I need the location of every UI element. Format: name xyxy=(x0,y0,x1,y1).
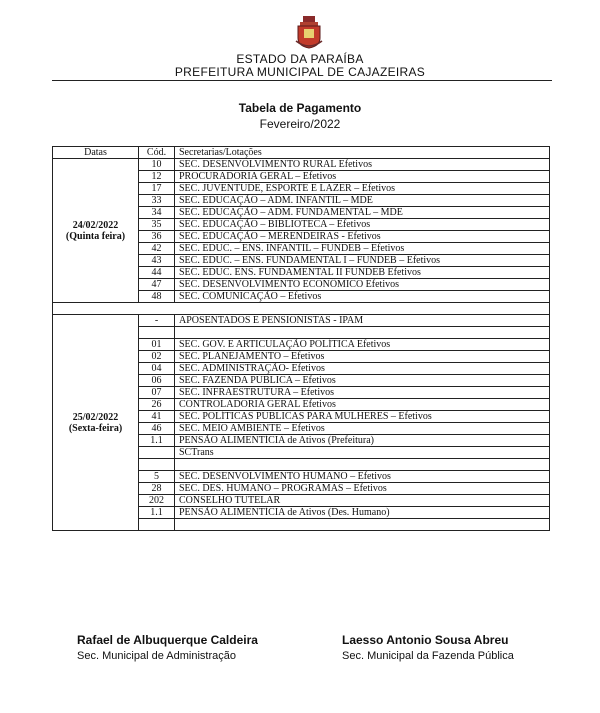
group1-date: 24/02/2022 xyxy=(72,219,119,231)
cod-cell: 12 xyxy=(139,171,175,183)
sec-cell: SEC. GOV. E ARTICULAÇÃO POLÍTICA Efetivos xyxy=(175,339,550,351)
city-hall-name: PREFEITURA MUNICIPAL DE CAJAZEIRAS xyxy=(174,65,426,79)
sec-cell xyxy=(175,519,550,531)
group2-date: 25/02/2022 xyxy=(72,411,119,423)
cod-cell: 46 xyxy=(139,423,175,435)
sec-cell: SEC. EDUC. ENS. FUNDAMENTAL II FUNDEB Efetivos xyxy=(175,267,550,279)
sec-cell: SEC. EDUCAÇÃO – ADM. INFANTIL – MDE xyxy=(175,195,550,207)
separator-row xyxy=(53,303,550,315)
header-cod: Cód. xyxy=(139,147,175,159)
cod-cell xyxy=(139,519,175,531)
cod-cell: 47 xyxy=(139,279,175,291)
cod-cell: 41 xyxy=(139,411,175,423)
coat-of-arms-icon xyxy=(294,15,324,49)
sec-cell: SEC. EDUC. – ENS. FUNDAMENTAL I – FUNDEB – Efetivos xyxy=(175,255,550,267)
sec-cell: APOSENTADOS E PENSIONISTAS - IPAM xyxy=(175,315,550,327)
sec-cell: SEC. EDUCAÇÃO – ADM. FUNDAMENTAL – MDE xyxy=(175,207,550,219)
sec-cell xyxy=(175,459,550,471)
sctrans-label: SCTrans xyxy=(175,447,550,459)
signature-right-name: Laesso Antonio Sousa Abreu xyxy=(342,633,509,647)
table-header-row xyxy=(53,147,550,159)
sec-cell: SEC. MEIO AMBIENTE – Efetivos xyxy=(175,423,550,435)
header-dates: Datas xyxy=(53,147,139,159)
sec-cell: SEC. EDUCAÇÃO – BIBLIOTECA – Efetivos xyxy=(175,219,550,231)
sec-cell: SEC. DES. HUMANO – PROGRAMAS – Efetivos xyxy=(175,483,550,495)
sec-cell xyxy=(175,327,550,339)
sec-cell: SEC. JUVENTUDE, ESPORTE E LAZER – Efetivos xyxy=(175,183,550,195)
document-title: Tabela de Pagamento xyxy=(238,101,362,115)
signature-left-name: Rafael de Albuquerque Caldeira xyxy=(77,633,258,647)
cod-cell xyxy=(139,327,175,339)
table-row xyxy=(53,159,550,171)
sec-cell: SEC. FAZENDA PÚBLICA – Efetivos xyxy=(175,375,550,387)
cod-cell: 42 xyxy=(139,243,175,255)
sec-cell: PENSÃO ALIMENTÍCIA de Ativos (Prefeitura) xyxy=(175,435,550,447)
sec-cell: SEC. COMUNICAÇÃO – Efetivos xyxy=(175,291,550,303)
state-name: ESTADO DA PARAÍBA xyxy=(236,52,364,66)
header-divider xyxy=(52,80,552,81)
cod-cell: 28 xyxy=(139,483,175,495)
sec-cell: SEC. DESENVOLVIMENTO ECONÔMICO Efetivos xyxy=(175,279,550,291)
signature-left-role: Sec. Municipal de Administração xyxy=(77,650,236,662)
cod-cell: 1.1 xyxy=(139,507,175,519)
cod-cell: 48 xyxy=(139,291,175,303)
sec-cell: CONTROLADORIA GERAL Efetivos xyxy=(175,399,550,411)
cod-cell: 34 xyxy=(139,207,175,219)
cod-cell: 36 xyxy=(139,231,175,243)
group1-date-cell xyxy=(53,159,139,303)
group2-day: (Sexta-feira) xyxy=(68,422,123,434)
cod-cell: 43 xyxy=(139,255,175,267)
signature-right-role: Sec. Municipal da Fazenda Pública xyxy=(342,650,514,662)
sec-cell: SEC. DESENVOLVIMENTO RURAL Efetivos xyxy=(175,159,550,171)
sec-cell: SEC. POLÍTICAS PÚBLICAS PARA MULHERES – Efetivos xyxy=(175,411,550,423)
sec-cell: SEC. INFRAESTRUTURA – Efetivos xyxy=(175,387,550,399)
table-row xyxy=(53,315,550,327)
separator-cell xyxy=(53,303,550,315)
cod-cell xyxy=(139,459,175,471)
sec-cell: SEC. ADMINISTRAÇÃO- Efetivos xyxy=(175,363,550,375)
sec-cell: SEC. DESENVOLVIMENTO HUMANO – Efetivos xyxy=(175,471,550,483)
cod-cell: 202 xyxy=(139,495,175,507)
cod-cell: 01 xyxy=(139,339,175,351)
cod-cell: 04 xyxy=(139,363,175,375)
cod-cell: 44 xyxy=(139,267,175,279)
cod-cell xyxy=(139,447,175,459)
sec-cell: PENSÃO ALIMENTÍCIA de Ativos (Des. Humano) xyxy=(175,507,550,519)
cod-cell: - xyxy=(139,315,175,327)
cod-cell: 33 xyxy=(139,195,175,207)
sec-cell: CONSELHO TUTELAR xyxy=(175,495,550,507)
cod-cell: 35 xyxy=(139,219,175,231)
sec-cell: SEC. EDUC. – ENS. INFANTIL – FUNDEB – Efetivos xyxy=(175,243,550,255)
cod-cell: 10 xyxy=(139,159,175,171)
cod-cell: 07 xyxy=(139,387,175,399)
cod-cell: 5 xyxy=(139,471,175,483)
cod-cell: 26 xyxy=(139,399,175,411)
payment-table xyxy=(52,146,550,531)
group2-date-cell xyxy=(53,315,139,531)
document-subtitle: Fevereiro/2022 xyxy=(259,117,341,131)
cod-cell: 1.1 xyxy=(139,435,175,447)
header-secretarias: Secretarias/Lotações xyxy=(175,147,550,159)
sec-cell: PROCURADORIA GERAL – Efetivos xyxy=(175,171,550,183)
sec-cell: SEC. EDUCAÇÃO – MERENDEIRAS - Efetivos xyxy=(175,231,550,243)
cod-cell: 02 xyxy=(139,351,175,363)
cod-cell: 06 xyxy=(139,375,175,387)
cod-cell: 17 xyxy=(139,183,175,195)
sec-cell: SEC. PLANEJAMENTO – Efetivos xyxy=(175,351,550,363)
group1-day: (Quinta feira) xyxy=(65,230,126,242)
